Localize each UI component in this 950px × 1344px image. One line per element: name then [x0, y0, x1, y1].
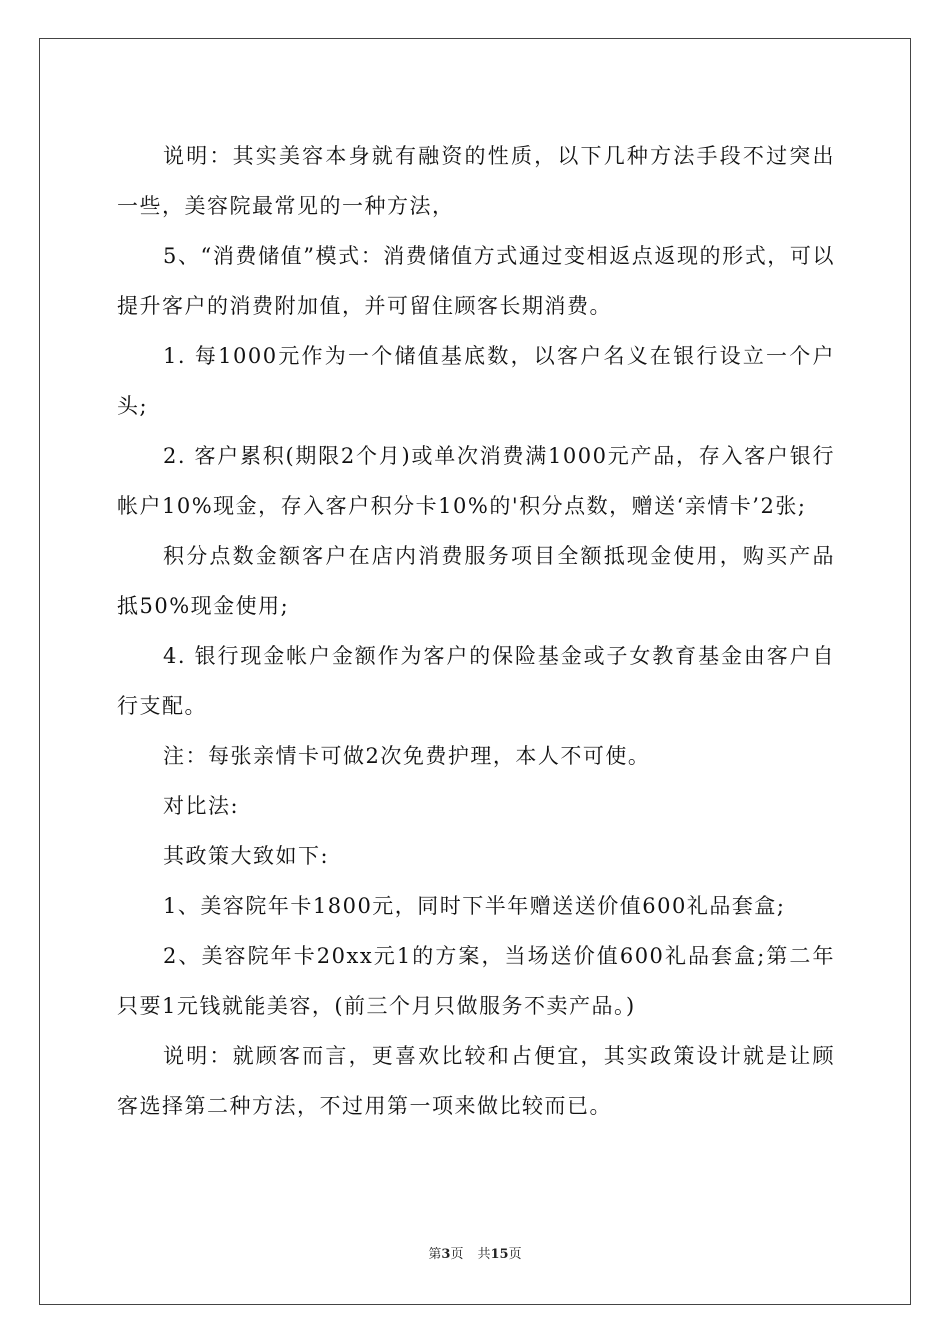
paragraph-6: 4. 银行现金帐户金额作为客户的保险基金或子女教育基金由客户自行支配。 — [117, 644, 835, 718]
paragraph-5: 积分点数金额客户在店内消费服务项目全额抵现金使用，购买产品抵50%现金使用; — [117, 544, 835, 618]
paragraph-7: 注：每张亲情卡可做2次免费护理，本人不可使。 — [163, 744, 651, 768]
total-prefix: 共 — [477, 1247, 491, 1262]
total-suffix: 页 — [508, 1247, 522, 1262]
total-page-number: 15 — [490, 1247, 509, 1262]
page-prefix: 第 — [428, 1247, 442, 1262]
paragraph-8: 对比法: — [163, 794, 240, 818]
page-suffix: 页 — [450, 1247, 464, 1262]
page-footer — [0, 1245, 950, 1265]
paragraph-12: 说明：就顾客而言，更喜欢比较和占便宜，其实政策设计就是让顾客选择第二种方法，不过用第一项来做比较而已。 — [117, 1044, 835, 1118]
paragraph-4: 2. 客户累积(期限2个月)或单次消费满1000元产品，存入客户银行帐户10%现金，存入客户积分卡10%的'积分点数，赠送‘亲情卡’2张; — [117, 444, 835, 518]
paragraph-1: 说明：其实美容本身就有融资的性质，以下几种方法手段不过突出一些，美容院最常见的一种方法， — [117, 144, 835, 218]
current-page-number: 3 — [441, 1247, 451, 1262]
paragraph-9: 其政策大致如下: — [163, 844, 330, 868]
paragraph-3: 1. 每1000元作为一个储值基底数，以客户名义在银行设立一个户头; — [117, 344, 835, 418]
document-body — [117, 131, 835, 1131]
paragraph-11: 2、美容院年卡20xx元1的方案，当场送价值600礼品套盒;第二年只要1元钱就能美容，(前三个月只做服务不卖产品。) — [117, 944, 835, 1018]
paragraph-2: 5、“消费储值”模式：消费储值方式通过变相返点返现的形式，可以提升客户的消费附加值，并可留住顾客长期消费。 — [117, 244, 835, 318]
paragraph-10: 1、美容院年卡1800元，同时下半年赠送送价值600礼品套盒; — [163, 894, 786, 918]
